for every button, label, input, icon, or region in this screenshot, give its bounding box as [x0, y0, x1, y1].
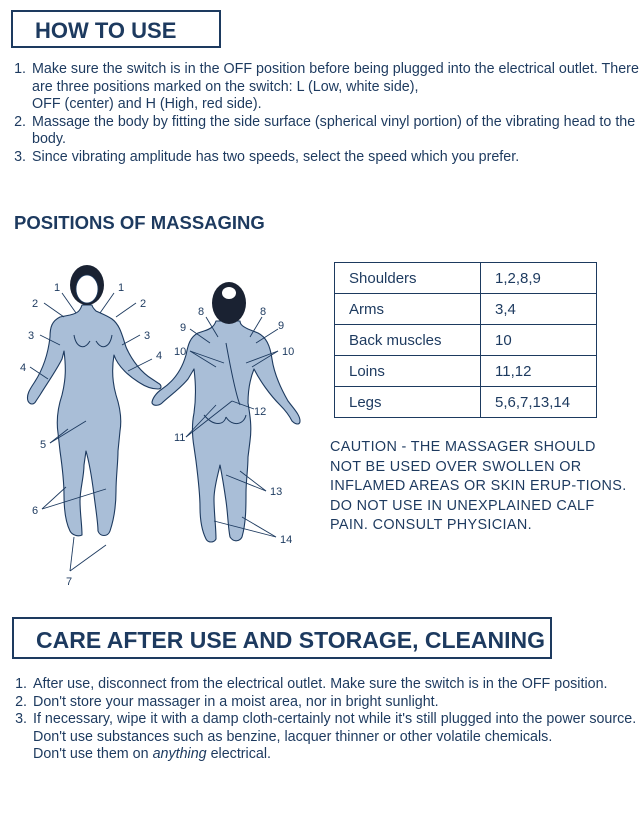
front-figure-face [76, 275, 98, 303]
figure-label-11: 11 [174, 432, 186, 444]
figure-label-13: 13 [270, 486, 283, 498]
numbers-cell: 10 [481, 325, 597, 356]
care-heading: CARE AFTER USE AND STORAGE, CLEANING [12, 617, 552, 659]
figure-label-10-left: 10 [174, 346, 187, 358]
numbers-cell: 5,6,7,13,14 [481, 387, 597, 418]
figure-label-1-right: 1 [118, 282, 125, 294]
area-cell: Back muscles [335, 325, 481, 356]
area-cell: Arms [335, 294, 481, 325]
how-to-use-heading: HOW TO USE [11, 10, 221, 48]
figure-label-1-left: 1 [54, 282, 61, 294]
care-step-3-note [33, 746, 640, 764]
figure-label-4-right: 4 [156, 350, 163, 362]
back-figure-hair-highlight [222, 287, 236, 299]
note-suffix: electrical. [206, 746, 271, 763]
figure-label-3-left: 3 [28, 330, 35, 342]
table-row [335, 356, 597, 387]
figure-label-3-right: 3 [144, 330, 151, 342]
figure-label-10-right: 10 [282, 346, 295, 358]
table-row [335, 325, 597, 356]
area-cell: Loins [335, 356, 481, 387]
how-to-use-list [8, 61, 640, 167]
list-item [30, 114, 640, 149]
numbers-cell: 3,4 [481, 294, 597, 325]
table-row [335, 263, 597, 294]
massage-positions-figure [0, 255, 320, 595]
figure-label-2-left: 2 [32, 298, 39, 310]
table-row [335, 294, 597, 325]
figure-label-6: 6 [32, 505, 39, 517]
front-figure-body [27, 305, 161, 536]
numbers-cell: 11,12 [481, 356, 597, 387]
figure-label-8-right: 8 [260, 306, 267, 318]
numbers-cell: 1,2,8,9 [481, 263, 597, 294]
step-1-text: Make sure the switch is in the OFF position before being plugged into the electrical outlet. There are three positions marked on the switch: L (Low, white side), [32, 61, 639, 95]
list-item [31, 694, 640, 712]
figure-label-12: 12 [254, 406, 267, 418]
care-step-3-text: If necessary, wipe it with a damp cloth-certainly not while it's still plugged into the power source. Don't use substances such as benzine, lacquer thinner or other volatile chemicals. [33, 711, 637, 745]
step-1-continuation: OFF (center) and H (High, red side). [32, 96, 262, 113]
table-row [335, 387, 597, 418]
list-item [31, 676, 640, 694]
figure-label-7: 7 [66, 576, 73, 588]
figure-label-4-left: 4 [20, 362, 27, 374]
area-cell: Shoulders [335, 263, 481, 294]
positions-table [334, 262, 597, 418]
list-item [30, 61, 640, 114]
positions-heading: POSITIONS OF MASSAGING [14, 212, 265, 233]
list-item [30, 149, 640, 167]
figure-label-9-right: 9 [278, 320, 285, 332]
figure-label-5: 5 [40, 439, 47, 451]
figure-label-9-left: 9 [180, 322, 187, 334]
figure-label-14: 14 [280, 534, 293, 546]
note-emphasis: anything [152, 746, 207, 763]
step-2-text: Massage the body by fitting the side surface (spherical vinyl portion) of the vibrating head to the body. [32, 113, 636, 148]
care-step-2-text: Don't store your massager in a moist area, nor in bright sunlight. [33, 693, 439, 710]
figure-label-2-right: 2 [140, 298, 147, 310]
care-list [9, 676, 640, 764]
area-cell: Legs [335, 387, 481, 418]
list-item [31, 711, 640, 764]
figure-label-8-left: 8 [198, 306, 205, 318]
caution-text: CAUTION - THE MASSAGER SHOULD NOT BE USED OVER SWOLLEN OR INFLAMED AREAS OR SKIN ERUP-TIONS. DO NOT USE IN UNEXPLAINED CALF PAIN. CONSULT PHYSICIAN. [330, 439, 627, 534]
note-prefix: Don't use them on [33, 746, 153, 763]
care-step-1-text: After use, disconnect from the electrical outlet. Make sure the switch is in the OFF position. [33, 676, 608, 692]
step-3-text: Since vibrating amplitude has two speeds, select the speed which you prefer. [32, 148, 520, 165]
